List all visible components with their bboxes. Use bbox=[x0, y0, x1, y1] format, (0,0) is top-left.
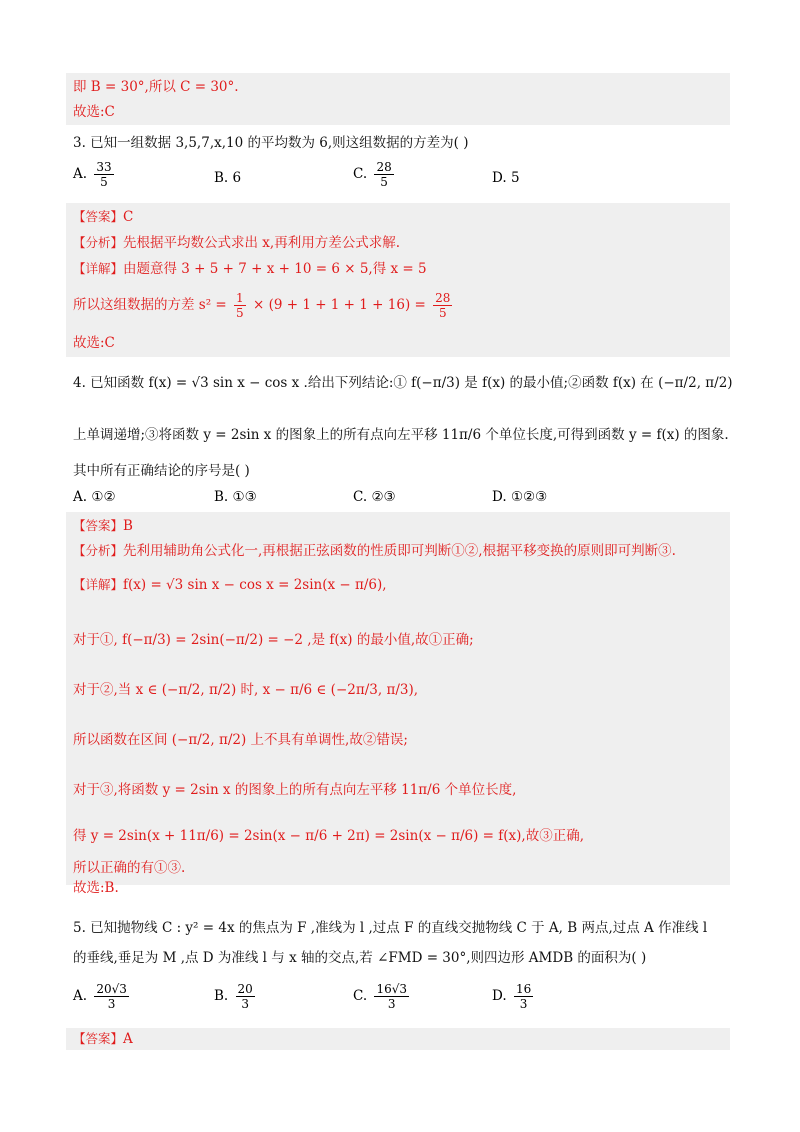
option-denominator: 3 bbox=[107, 997, 116, 1011]
q4-detail-line-7: 所以正确的有①③. bbox=[73, 860, 186, 876]
option-text: ①②③ bbox=[510, 489, 548, 505]
detail-tag: 【详解】 bbox=[73, 261, 124, 276]
option-label: B. bbox=[214, 988, 229, 1004]
option-label: B. bbox=[214, 489, 229, 505]
option-denominator: 3 bbox=[519, 997, 528, 1011]
answer-value: B bbox=[123, 518, 133, 534]
q3-solution-block bbox=[66, 203, 730, 357]
option-label: D. bbox=[492, 170, 507, 186]
q4-detail-line-2: 对于①, f(−π/3) = 2sin(−π/2) = −2 ,是 f(x) 的最小值,故①正确; bbox=[73, 632, 474, 648]
q4-detail-line-3: 对于②,当 x ∈ (−π/2, π/2) 时, x − π/6 ∈ (−2π/3, π/3), bbox=[73, 682, 419, 698]
frac-denominator: 5 bbox=[236, 306, 244, 320]
q3-option-c bbox=[353, 160, 397, 189]
option-numerator: 16√3 bbox=[376, 982, 407, 996]
q4-analysis-line bbox=[73, 541, 676, 561]
frac-denominator: 5 bbox=[438, 306, 447, 320]
option-label: B. bbox=[214, 170, 229, 186]
option-numerator: 20 bbox=[237, 982, 253, 996]
analysis-text: 先利用辅助角公式化一,再根据正弦函数的性质即可判断①②,根据平移变换的原则即可判断③. bbox=[123, 543, 676, 559]
q3-answer-line bbox=[73, 207, 133, 227]
answer-tag: 【答案】 bbox=[73, 1031, 124, 1046]
option-numerator: 20√3 bbox=[96, 982, 127, 996]
option-numerator: 16 bbox=[515, 982, 532, 996]
option-denominator: 5 bbox=[380, 175, 388, 189]
q3-choose-line: 故选:C bbox=[73, 335, 115, 351]
variance-prefix: 所以这组数据的方差 s² = bbox=[73, 297, 227, 313]
q4-option-b bbox=[214, 489, 257, 505]
q5-option-b bbox=[214, 982, 258, 1011]
answer-tag: 【答案】 bbox=[73, 209, 124, 224]
option-numerator: 33 bbox=[96, 160, 112, 174]
q5-solution-block bbox=[66, 1028, 730, 1050]
q5-stem-2: 的垂线,垂足为 M ,点 D 为准线 l 与 x 轴的交点,若 ∠FMD = 30°,则四边形 AMDB 的面积为( ) bbox=[73, 950, 647, 966]
q5-option-d bbox=[492, 982, 536, 1011]
option-text: ①② bbox=[91, 489, 116, 505]
q3-stem: 3. 已知一组数据 3,5,7,x,10 的平均数为 6,则这组数据的方差为( ) bbox=[73, 135, 469, 151]
option-label: A. bbox=[73, 489, 88, 505]
q4-stem-3: 其中所有正确结论的序号是( ) bbox=[73, 463, 250, 479]
q4-option-a bbox=[73, 489, 116, 505]
option-label: A. bbox=[73, 166, 88, 182]
q4-detail-line-6: 得 y = 2sin(x + 11π/6) = 2sin(x − π/6 + 2π) = 2sin(x − π/6) = f(x),故③正确, bbox=[73, 828, 584, 844]
analysis-text: 先根据平均数公式求出 x,再利用方差公式求解. bbox=[123, 235, 401, 251]
option-label: D. bbox=[492, 988, 507, 1004]
q4-option-c bbox=[353, 489, 396, 505]
q5-option-a bbox=[73, 982, 132, 1011]
q2-conclusion-line: 即 B = 30°,所以 C = 30°. bbox=[73, 79, 239, 95]
frac-numerator: 1 bbox=[236, 291, 244, 305]
q4-detail-line-4: 所以函数在区间 (−π/2, π/2) 上不具有单调性,故②错误; bbox=[73, 732, 408, 748]
detail-tag: 【详解】 bbox=[73, 577, 124, 592]
q5-stem-1: 5. 已知抛物线 C : y² = 4x 的焦点为 F ,准线为 l ,过点 F 的直线交抛物线 C 于 A, B 两点,过点 A 作准线 l bbox=[73, 920, 708, 936]
variance-mid: × (9 + 1 + 1 + 1 + 16) = bbox=[252, 297, 426, 313]
option-numerator: 28 bbox=[376, 160, 392, 174]
q3-analysis-line bbox=[73, 233, 400, 253]
q4-stem-1: 4. 已知函数 f(x) = √3 sin x − cos x .给出下列结论:① f(−π/3) 是 f(x) 的最小值;②函数 f(x) 在 (−π/2, π/2) bbox=[73, 375, 733, 391]
q3-detail-line-2 bbox=[73, 288, 455, 322]
q5-answer-line bbox=[73, 1029, 133, 1049]
answer-tag: 【答案】 bbox=[73, 518, 124, 533]
q4-choose-line: 故选:B. bbox=[73, 880, 119, 896]
option-label: C. bbox=[353, 489, 368, 505]
option-label: D. bbox=[492, 489, 507, 505]
option-denominator: 3 bbox=[387, 997, 396, 1011]
option-text: 6 bbox=[232, 170, 242, 186]
analysis-tag: 【分析】 bbox=[73, 235, 124, 250]
analysis-tag: 【分析】 bbox=[73, 543, 124, 558]
answer-value: A bbox=[123, 1031, 133, 1047]
detail-text: 由题意得 3 + 5 + 7 + x + 10 = 6 × 5,得 x = 5 bbox=[123, 261, 427, 277]
q3-option-a bbox=[73, 160, 117, 189]
q2-choose-line: 故选:C bbox=[73, 104, 115, 120]
option-label: C. bbox=[353, 988, 368, 1004]
q3-detail-line-1 bbox=[73, 259, 427, 279]
q3-option-b bbox=[214, 170, 241, 186]
q3-option-d bbox=[492, 170, 520, 186]
q4-detail-line-1 bbox=[73, 575, 387, 595]
answer-value: C bbox=[123, 209, 134, 225]
detail-text: f(x) = √3 sin x − cos x = 2sin(x − π/6), bbox=[123, 577, 387, 593]
option-label: C. bbox=[353, 166, 368, 182]
q4-option-d bbox=[492, 489, 547, 505]
frac-numerator: 28 bbox=[435, 291, 451, 305]
q4-stem-2: 上单调递增;③将函数 y = 2sin x 的图象上的所有点向左平移 11π/6 个单位长度,可得到函数 y = f(x) 的图象. bbox=[73, 427, 729, 443]
q4-answer-line bbox=[73, 516, 133, 536]
option-denominator: 3 bbox=[241, 997, 249, 1011]
q5-option-c bbox=[353, 982, 412, 1011]
option-denominator: 5 bbox=[100, 175, 108, 189]
option-text: ①③ bbox=[232, 489, 257, 505]
q4-detail-line-5: 对于③,将函数 y = 2sin x 的图象上的所有点向左平移 11π/6 个单位长度, bbox=[73, 782, 517, 798]
option-text: ②③ bbox=[371, 489, 396, 505]
option-label: A. bbox=[73, 988, 88, 1004]
option-text: 5 bbox=[510, 170, 520, 186]
